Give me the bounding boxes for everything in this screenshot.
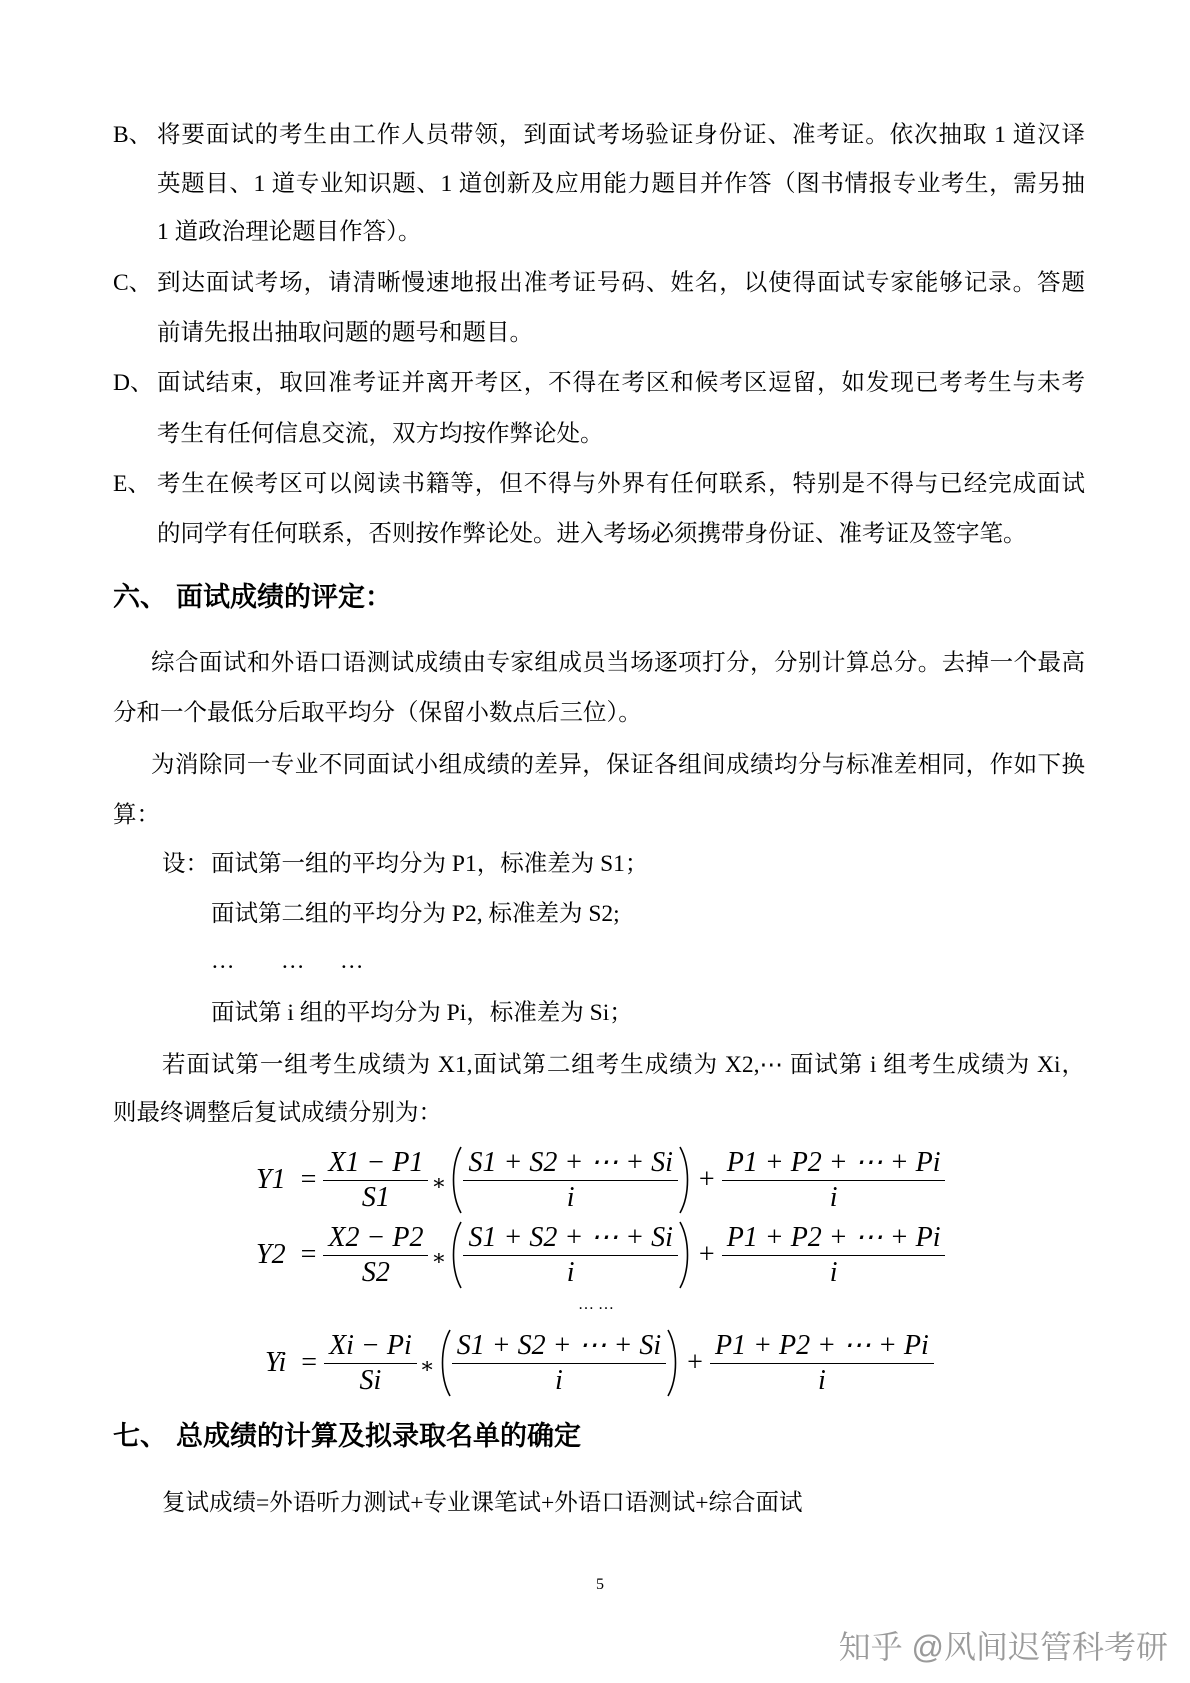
assumption-lead: 设： — [162, 851, 209, 877]
fraction-standardized-score — [324, 1329, 417, 1398]
fraction-numerator: S1 + S2 + ⋯ + Si — [468, 1221, 673, 1253]
fraction-numerator: P1 + P2 + ⋯ + Pi — [726, 1221, 941, 1253]
fraction-denominator: Si — [324, 1363, 417, 1398]
paragraph-line: 综合面试和外语口语测试成绩由专家组成员当场逐项打分，分别计算总分。去掉一个最高 — [151, 650, 1085, 676]
item-b-line: 英题目、1 道专业知识题、1 道创新及应用能力题目并作答（图书情报专业考生，需另抽 — [157, 171, 1085, 197]
fraction-standardized-score — [323, 1221, 428, 1290]
assumption-ellipsis: … — [281, 948, 305, 974]
fraction-mean-average — [722, 1146, 946, 1215]
multiply-sign: ∗ — [431, 1245, 447, 1270]
left-parenthesis — [438, 1328, 452, 1398]
paragraph-line: 分和一个最低分后取平均分（保留小数点后三位）。 — [113, 700, 642, 726]
fraction-numerator: X1 − P1 — [328, 1146, 424, 1178]
formula-y1 — [256, 1144, 945, 1216]
right-parenthesis — [666, 1328, 680, 1398]
fraction-numerator: S1 + S2 + ⋯ + Si — [456, 1329, 662, 1361]
equals-sign: = — [300, 1239, 317, 1270]
formula-ellipsis: … … — [578, 1296, 614, 1313]
fraction-mean-std — [463, 1221, 677, 1290]
item-e-line: 的同学有任何联系，否则按作弊论处。进入考场必须携带身份证、准考证及签字笔。 — [157, 521, 1027, 547]
fraction-numerator: Xi − Pi — [329, 1329, 412, 1361]
fraction-numerator: P1 + P2 + ⋯ + Pi — [726, 1146, 941, 1178]
item-label-e: E、 — [113, 471, 151, 497]
assumption-ellipsis: … — [211, 948, 235, 974]
equals-sign: = — [301, 1347, 318, 1378]
multiply-sign: ∗ — [431, 1170, 447, 1195]
assumption-group-i: 面试第 i 组的平均分为 Pi，标准差为 Si； — [211, 1000, 633, 1026]
formula-lhs: Y1 — [256, 1164, 286, 1195]
fraction-denominator: i — [710, 1363, 934, 1398]
multiply-sign: ∗ — [419, 1353, 435, 1378]
item-c-line: 到达面试考场，请清晰慢速地报出准考证号码、姓名，以使得面试专家能够记录。答题 — [157, 270, 1085, 296]
item-label-d: D、 — [113, 370, 154, 396]
fraction-numerator: P1 + P2 + ⋯ + Pi — [714, 1329, 929, 1361]
fraction-denominator: i — [452, 1363, 666, 1398]
fraction-mean-std — [452, 1329, 666, 1398]
paragraph-line: 为消除同一专业不同面试小组成绩的差异，保证各组间成绩均分与标准差相同，作如下换 — [151, 752, 1085, 778]
paragraph-line: 则最终调整后复试成绩分别为： — [113, 1100, 442, 1126]
section-number: 六、 — [113, 582, 167, 612]
fraction-denominator: S2 — [323, 1255, 428, 1290]
item-label-b: B、 — [113, 122, 153, 148]
page-number: 5 — [596, 1576, 604, 1593]
equals-sign: = — [300, 1164, 317, 1195]
plus-sign: + — [698, 1239, 715, 1270]
item-d-line: 考生有任何信息交流，双方均按作弊论处。 — [157, 421, 604, 447]
fraction-denominator: i — [463, 1180, 677, 1215]
item-label-c: C、 — [113, 270, 153, 296]
fraction-numerator: S1 + S2 + ⋯ + Si — [468, 1146, 673, 1178]
right-parenthesis — [678, 1220, 692, 1290]
formula-lhs: Y2 — [256, 1239, 286, 1270]
item-b-line: 将要面试的考生由工作人员带领，到面试考场验证身份证、准考证。依次抽取 1 道汉译 — [157, 122, 1085, 148]
fraction-mean-average — [710, 1329, 934, 1398]
total-score-formula: 复试成绩=外语听力测试+专业课笔试+外语口语测试+综合面试 — [162, 1490, 803, 1516]
plus-sign: + — [698, 1164, 715, 1195]
item-c-line: 前请先报出抽取问题的题号和题目。 — [157, 320, 533, 346]
paragraph-line: 若面试第一组考生成绩为 X1,面试第二组考生成绩为 X2,⋯ 面试第 i 组考生成绩为 Xi， — [162, 1052, 1085, 1078]
fraction-mean-average — [722, 1221, 946, 1290]
fraction-denominator: S1 — [323, 1180, 428, 1215]
watermark: 知乎 @风间迟管科考研 — [838, 1629, 1168, 1665]
formula-y2 — [256, 1219, 945, 1291]
section-title: 总成绩的计算及拟录取名单的确定 — [176, 1421, 581, 1451]
fraction-denominator: i — [722, 1180, 946, 1215]
left-parenthesis — [449, 1220, 463, 1290]
left-parenthesis — [449, 1145, 463, 1215]
section-title: 面试成绩的评定： — [176, 582, 392, 612]
fraction-numerator: X2 − P2 — [328, 1221, 424, 1253]
fraction-denominator: i — [463, 1255, 677, 1290]
plus-sign: + — [687, 1347, 703, 1378]
item-d-line: 面试结束，取回准考证并离开考区，不得在考区和候考区逗留，如发现已考考生与未考 — [157, 370, 1085, 396]
fraction-denominator: i — [722, 1255, 946, 1290]
fraction-mean-std — [463, 1146, 677, 1215]
paragraph-line: 算： — [113, 802, 160, 828]
assumption-group-2: 面试第二组的平均分为 P2, 标准差为 S2; — [211, 901, 620, 927]
formula-yi — [265, 1327, 934, 1399]
item-e-line: 考生在候考区可以阅读书籍等，但不得与外界有任何联系，特别是不得与已经完成面试 — [157, 471, 1085, 497]
assumption-group-1: 面试第一组的平均分为 P1，标准差为 S1； — [211, 851, 649, 877]
assumption-ellipsis: … — [340, 948, 364, 974]
section-number: 七、 — [113, 1421, 167, 1451]
fraction-standardized-score — [323, 1146, 428, 1215]
right-parenthesis — [678, 1145, 692, 1215]
item-b-line: 1 道政治理论题目作答）。 — [157, 219, 422, 245]
formula-lhs: Yi — [265, 1347, 287, 1378]
